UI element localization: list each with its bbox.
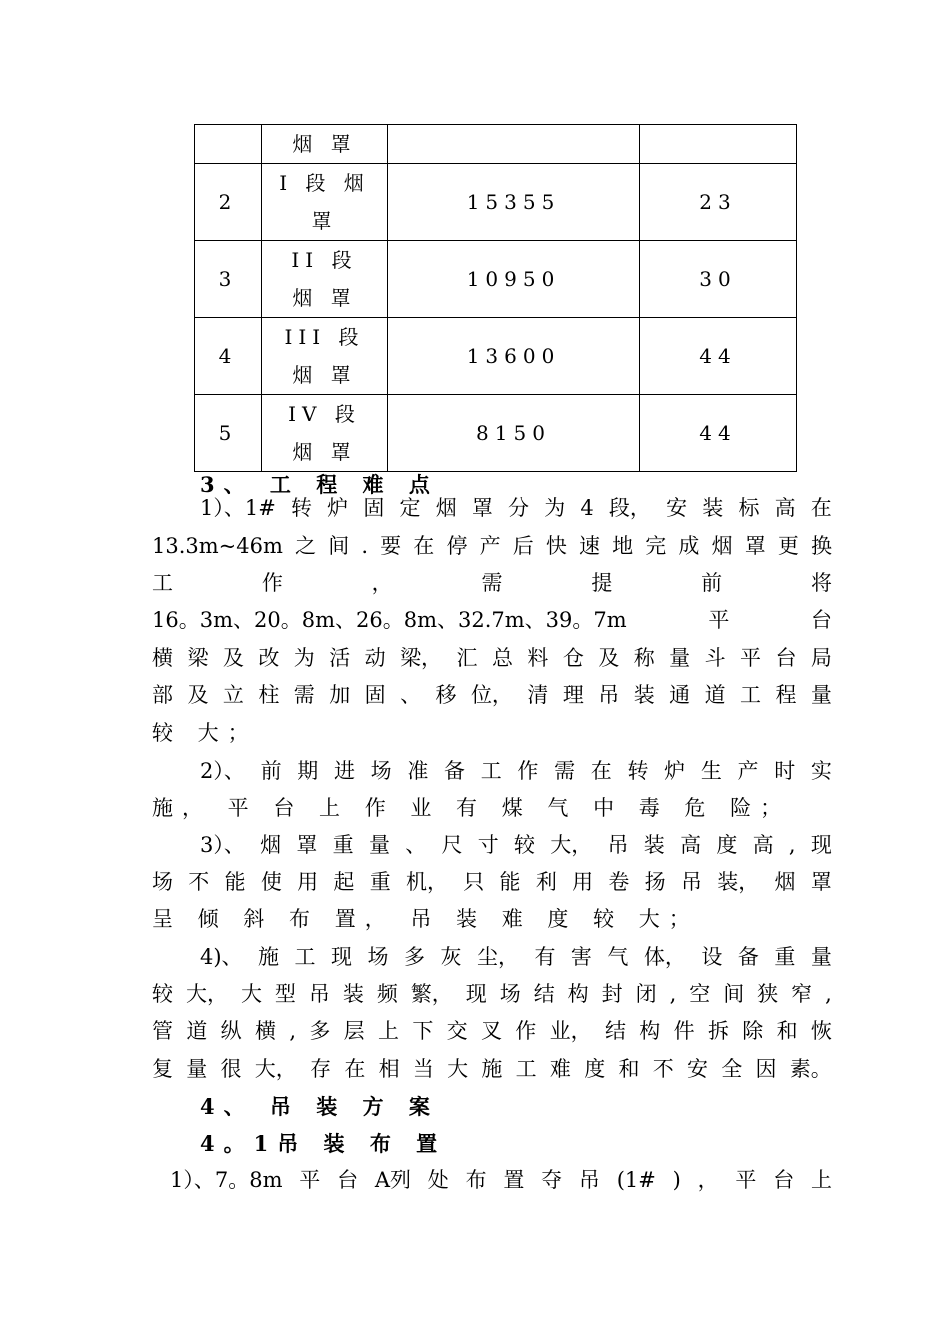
body-line: 13.3m~46m 之 间 . 要 在 停 产 后 快 速 地 完 成 烟 罩 更 换 bbox=[152, 534, 832, 558]
table-row bbox=[195, 241, 797, 318]
body-line: 3）、 烟 罩 重 量 、 尺 寸 较 大， 吊 装 高 度 高 , 现 bbox=[200, 833, 832, 857]
hood-weight: 13600 bbox=[388, 318, 640, 395]
hood-name: III 段 烟 罩 bbox=[262, 318, 388, 395]
body-line: 16。3m、20。8m、26。8m、32.7m、39。7m 平 台 bbox=[152, 608, 832, 632]
hood-name: IV 段 烟 罩 bbox=[262, 395, 388, 472]
body-line: 横 梁 及 改 为 活 动 梁， 汇 总 料 仓 及 称 量 斗 平 台 局 bbox=[152, 646, 832, 670]
table-row bbox=[195, 395, 797, 472]
section-heading: 4、 吊 装 方 案 bbox=[200, 1094, 439, 1119]
body-line: 2）、 前 期 进 场 准 备 工 作 需 在 转 炉 生 产 时 实 bbox=[200, 759, 832, 783]
hood-height: 44 bbox=[640, 318, 797, 395]
table-row bbox=[195, 125, 797, 164]
body-line: 1）、7。8m 平 台 A列 处 布 置 夺 吊 (1# ) ， 平 台 上 bbox=[170, 1168, 832, 1192]
hood-height: 44 bbox=[640, 395, 797, 472]
hood-height bbox=[640, 125, 797, 164]
row-number: 4 bbox=[195, 318, 262, 395]
row-number: 5 bbox=[195, 395, 262, 472]
row-number bbox=[195, 125, 262, 164]
hood-name: II 段 烟 罩 bbox=[262, 241, 388, 318]
hood-height: 30 bbox=[640, 241, 797, 318]
hood-weight: 10950 bbox=[388, 241, 640, 318]
hood-name: 烟 罩 bbox=[262, 125, 388, 164]
table-row bbox=[195, 318, 797, 395]
body-line: 较 大， 大 型 吊 装 频 繁， 现 场 结 构 封 闭 , 空 间 狭 窄 , bbox=[152, 982, 832, 1006]
table-row bbox=[195, 164, 797, 241]
row-number: 3 bbox=[195, 241, 262, 318]
section-heading: 3、 工 程 难 点 bbox=[200, 472, 439, 497]
body-line: 场 不 能 使 用 起 重 机， 只 能 利 用 卷 扬 吊 装， 烟 罩 bbox=[152, 870, 832, 894]
hood-name: I 段 烟 罩 bbox=[262, 164, 388, 241]
row-number: 2 bbox=[195, 164, 262, 241]
body-line: 复 量 很 大， 存 在 相 当 大 施 工 难 度 和 不 安 全 因 素。 bbox=[152, 1057, 832, 1081]
body-line: 4)、 施 工 现 场 多 灰 尘， 有 害 气 体， 设 备 重 量 bbox=[200, 945, 832, 969]
hood-table bbox=[194, 124, 797, 472]
body-line: 部 及 立 柱 需 加 固 、 移 位， 清 理 吊 装 通 道 工 程 量 bbox=[152, 683, 832, 707]
hood-weight: 15355 bbox=[388, 164, 640, 241]
body-line: 施， 平 台 上 作 业 有 煤 气 中 毒 危 险； bbox=[152, 796, 791, 820]
body-line: 较 大； bbox=[152, 721, 258, 745]
body-line: 管 道 纵 横 , 多 层 上 下 交 叉 作 业， 结 构 件 拆 除 和 恢 bbox=[152, 1019, 832, 1043]
subsection-heading: 4。1吊 装 布 置 bbox=[200, 1131, 447, 1156]
body-line: 呈 倾 斜 布 置， 吊 装 难 度 较 大； bbox=[152, 907, 699, 931]
hood-height: 23 bbox=[640, 164, 797, 241]
body-line: 工 作 ， 需 提 前 将 bbox=[152, 571, 832, 595]
body-line: 1）、1# 转 炉 固 定 烟 罩 分 为 4 段， 安 装 标 高 在 bbox=[200, 496, 832, 520]
hood-weight bbox=[388, 125, 640, 164]
hood-weight: 8150 bbox=[388, 395, 640, 472]
